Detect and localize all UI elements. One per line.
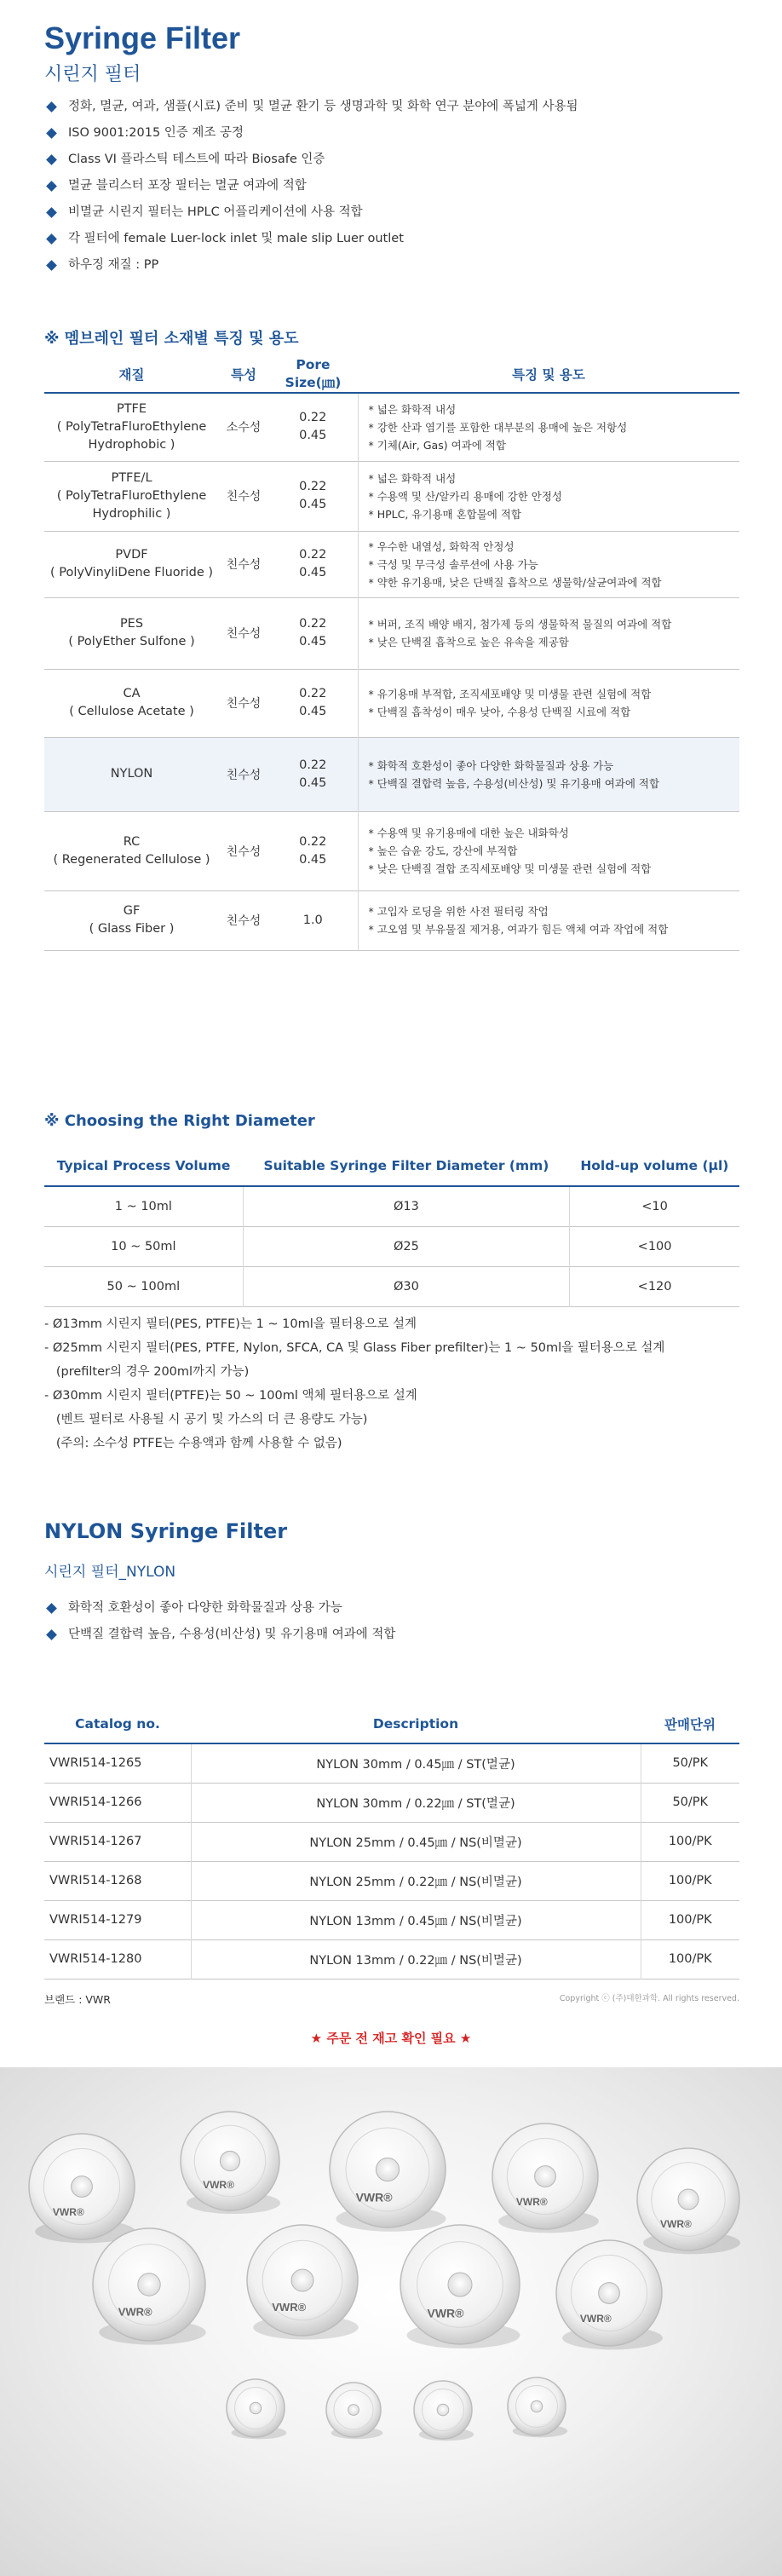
col-features: 특징 및 용도 xyxy=(512,366,585,383)
diameter-cell: Ø30 xyxy=(243,1266,569,1306)
nylon-feature-item xyxy=(44,1595,395,1622)
feature-line: * 버퍼, 조직 배양 배지, 첨가제 등의 생물학적 물질의 여과에 적합 xyxy=(368,618,672,631)
pore-cell xyxy=(268,461,358,531)
property-cell: 친수성 xyxy=(226,490,262,504)
material-line: ( PolyTetraFluroEthylene xyxy=(56,419,207,434)
material-cell xyxy=(44,737,219,811)
catalog-row xyxy=(44,1900,739,1939)
nylon-subtitle: 시린지 필터_NYLON xyxy=(44,1564,176,1581)
property-cell: 친수성 xyxy=(226,558,262,572)
diameter-row xyxy=(44,1186,739,1226)
unit-cell: 100/PK xyxy=(668,1874,712,1887)
filter-disc xyxy=(326,2383,382,2439)
pore-value: 0.45 xyxy=(299,429,327,443)
pore-value: 1.0 xyxy=(302,913,323,927)
pore-value: 0.45 xyxy=(299,852,327,867)
material-line: ( Cellulose Acetate ) xyxy=(69,705,194,718)
vwr-logo-text: VWR® xyxy=(118,2305,152,2319)
brand-label: 브랜드 : VWR xyxy=(44,1993,111,2006)
vwr-logo-text: VWR® xyxy=(515,2196,548,2209)
feature-line: * 넓은 화학적 내성 xyxy=(368,402,457,416)
pore-value: 0.45 xyxy=(299,635,327,648)
material-line: NYLON xyxy=(110,767,153,781)
unit-cell: 100/PK xyxy=(668,1835,712,1848)
features-cell xyxy=(358,669,739,737)
diamond-bullet-icon xyxy=(46,101,57,112)
unit-cell: 50/PK xyxy=(672,1756,709,1771)
diamond-bullet-icon xyxy=(46,260,57,271)
copyright: Copyright ⓒ (주)대한과학. All rights reserved. xyxy=(559,1994,739,2003)
feature-item xyxy=(44,173,578,199)
pore-cell xyxy=(268,890,358,950)
description-cell: NYLON 25mm / 0.45㎛ / NS(비멸균) xyxy=(191,1822,641,1861)
catalog-no-cell: VWRI514-1265 xyxy=(44,1743,191,1783)
feature-line: * 기체(Air, Gas) 여과에 적합 xyxy=(368,438,506,452)
nylon-feature-list xyxy=(44,1595,395,1648)
feature-line: * 넓은 화학적 내성 xyxy=(368,471,457,485)
material-line: PTFE/L xyxy=(111,470,152,485)
feature-line: * 고입자 로딩을 위한 사전 필터링 작업 xyxy=(368,905,549,918)
material-cell xyxy=(44,811,219,890)
pore-value: 0.22 xyxy=(299,617,327,631)
membrane-table xyxy=(44,355,739,951)
diameter-cell: Ø13 xyxy=(243,1186,569,1226)
pore-cell xyxy=(268,531,358,597)
pore-cell xyxy=(268,737,358,811)
material-line: ( Regenerated Cellulose ) xyxy=(53,852,210,867)
bullet-text: 비멸균 시린지 필터는 HPLC 어플리케이션에 사용 적합 xyxy=(68,205,363,219)
pore-value: 0.22 xyxy=(299,758,327,772)
bullet-text: 단백질 결합력 높음, 수용성(비산성) 및 유기용매 여과에 적합 xyxy=(68,1628,396,1641)
catalog-table xyxy=(44,1704,739,1980)
catalog-row xyxy=(44,1939,739,1979)
filter-disc xyxy=(492,2124,599,2233)
diamond-bullet-icon xyxy=(46,1603,57,1614)
feature-item xyxy=(44,252,578,279)
vwr-logo-text: VWR® xyxy=(660,2218,692,2230)
col-material: 재질 xyxy=(118,366,145,383)
material-cell xyxy=(44,461,219,531)
col-unit: 판매단위 xyxy=(664,1716,716,1732)
material-line: RC xyxy=(123,834,141,849)
features-cell xyxy=(358,597,739,669)
feature-line: * 높은 습윤 강도, 강산에 부적합 xyxy=(368,844,518,857)
nylon-feature-item xyxy=(44,1622,395,1648)
feature-line: * 낮은 단백질 흡착으로 높은 유속을 제공함 xyxy=(368,636,569,648)
material-line: Hydrophobic ) xyxy=(88,437,175,452)
pore-value: 0.22 xyxy=(299,834,327,849)
pore-cell xyxy=(268,393,358,461)
pore-value: 0.22 xyxy=(299,548,327,562)
note-line: - Ø13mm 시린지 필터(PES, PTFE)는 1 ~ 10ml을 필터용으로 설계 xyxy=(44,1317,417,1331)
holdup-volume-cell: <100 xyxy=(637,1239,672,1253)
material-line: PES xyxy=(119,617,144,631)
filter-disc xyxy=(330,2112,446,2232)
catalog-no-cell: VWRI514-1268 xyxy=(44,1861,191,1900)
feature-line: * 약한 유기용매, 낮은 단백질 흡착으로 생물학/살균여과에 적합 xyxy=(368,575,662,589)
diameter-notes xyxy=(44,1312,664,1455)
feature-line: * 유기용매 부적합, 조직세포배양 및 미생물 관련 실험에 적합 xyxy=(368,688,652,700)
filter-disc xyxy=(93,2228,206,2345)
diamond-bullet-icon xyxy=(46,207,57,218)
vwr-logo-text: VWR® xyxy=(427,2306,464,2320)
col-filter-diameter: Suitable Syringe Filter Diameter (mm) xyxy=(263,1158,549,1173)
catalog-row xyxy=(44,1783,739,1822)
feature-line: * 극성 및 무극성 솔루션에 사용 가능 xyxy=(368,557,538,571)
catalog-row xyxy=(44,1861,739,1900)
diamond-bullet-icon xyxy=(46,128,57,139)
membrane-row xyxy=(44,737,739,811)
feature-line: * 단백질 흡착성이 매우 낮아, 수용성 단백질 시료에 적합 xyxy=(368,706,631,718)
vwr-logo-text: VWR® xyxy=(579,2313,612,2325)
pore-value: 0.22 xyxy=(299,687,327,700)
material-line: PTFE xyxy=(116,401,147,416)
pore-value: 0.45 xyxy=(299,775,327,790)
features-cell xyxy=(358,393,739,461)
filter-disc xyxy=(247,2225,359,2340)
unit-cell: 100/PK xyxy=(668,1952,712,1966)
property-cell: 친수성 xyxy=(226,697,262,711)
membrane-row xyxy=(44,393,739,461)
feature-item xyxy=(44,147,578,173)
property-cell: 소수성 xyxy=(226,421,262,435)
col-pore-size: Pore Size(㎛) xyxy=(285,356,342,390)
pore-value: 0.22 xyxy=(299,411,327,425)
diamond-bullet-icon xyxy=(46,1629,57,1640)
features-cell xyxy=(358,737,739,811)
feature-item xyxy=(44,226,578,252)
description-cell: NYLON 13mm / 0.22㎛ / NS(비멸균) xyxy=(191,1939,641,1979)
membrane-row xyxy=(44,890,739,950)
product-photo xyxy=(0,2067,782,2576)
material-cell xyxy=(44,669,219,737)
material-line: Hydrophilic ) xyxy=(92,506,171,521)
filter-disc xyxy=(414,2381,474,2441)
diameter-row xyxy=(44,1226,739,1266)
nylon-title: NYLON Syringe Filter xyxy=(44,1519,288,1543)
membrane-row xyxy=(44,669,739,737)
note-line: - Ø30mm 시린지 필터(PTFE)는 50 ~ 100ml 액체 필터용으로 설계 xyxy=(44,1389,417,1403)
property-cell: 친수성 xyxy=(226,914,262,928)
diameter-cell: Ø25 xyxy=(243,1226,569,1266)
note-line: (주의: 소수성 PTFE는 수용액과 함께 사용할 수 없음) xyxy=(44,1437,342,1450)
page-subtitle: 시린지 필터 xyxy=(44,64,141,85)
catalog-no-cell: VWRI514-1267 xyxy=(44,1822,191,1861)
holdup-volume-cell: <10 xyxy=(641,1199,668,1213)
description-cell: NYLON 30mm / 0.45㎛ / ST(멸균) xyxy=(191,1743,641,1783)
material-cell xyxy=(44,531,219,597)
feature-line: * 우수한 내열성, 화학적 안정성 xyxy=(368,539,515,553)
stock-notice: ★ 주문 전 재고 확인 필요 ★ xyxy=(310,2031,472,2046)
unit-cell: 100/PK xyxy=(668,1913,712,1927)
feature-list xyxy=(44,94,578,279)
syringe-filters-image xyxy=(0,2067,782,2576)
vwr-logo-text: VWR® xyxy=(203,2178,234,2191)
feature-item xyxy=(44,199,578,226)
diamond-bullet-icon xyxy=(46,181,57,192)
material-cell xyxy=(44,393,219,461)
bullet-text: 하우징 재질 : PP xyxy=(68,258,159,272)
bullet-text: 화학적 호환성이 좋아 다양한 화학물질과 상용 가능 xyxy=(68,1601,342,1615)
holdup-volume-cell: <120 xyxy=(637,1279,672,1294)
pore-value: 0.45 xyxy=(299,566,327,579)
features-cell xyxy=(358,461,739,531)
feature-line: * HPLC, 유기용매 혼합물에 적합 xyxy=(368,507,521,521)
col-process-volume: Typical Process Volume xyxy=(56,1158,231,1173)
material-line: ( PolyTetraFluroEthylene xyxy=(56,488,207,503)
note-line: (벤트 필터로 사용될 시 공기 및 가스의 더 큰 용량도 가능) xyxy=(44,1413,368,1426)
filter-disc xyxy=(29,2134,135,2243)
unit-cell: 50/PK xyxy=(672,1795,709,1809)
col-property: 특성 xyxy=(231,366,256,383)
catalog-row xyxy=(44,1743,739,1783)
process-volume-cell: 1 ~ 10ml xyxy=(114,1199,172,1213)
process-volume-cell: 10 ~ 50ml xyxy=(111,1239,176,1253)
process-volume-cell: 50 ~ 100ml xyxy=(106,1279,181,1294)
membrane-row xyxy=(44,531,739,597)
filter-disc xyxy=(556,2240,663,2349)
description-cell: NYLON 13mm / 0.45㎛ / NS(비멸균) xyxy=(191,1900,641,1939)
diameter-table xyxy=(44,1146,739,1307)
pore-cell xyxy=(268,669,358,737)
catalog-no-cell: VWRI514-1279 xyxy=(44,1900,191,1939)
catalog-no-cell: VWRI514-1266 xyxy=(44,1783,191,1822)
feature-line: * 수용액 및 산/알카리 용매에 강한 안정성 xyxy=(368,489,563,503)
note-line: (prefilter의 경우 200ml까지 가능) xyxy=(44,1365,250,1379)
membrane-row xyxy=(44,597,739,669)
diamond-bullet-icon xyxy=(46,154,57,165)
filter-disc xyxy=(400,2225,520,2348)
pore-cell xyxy=(268,811,358,890)
material-line: PVDF xyxy=(115,548,148,562)
bullet-text: 정화, 멸균, 여과, 샘플(시료) 준비 및 멸균 환기 등 생명과학 및 화학 연구 분야에 폭넓게 사용됨 xyxy=(68,100,578,113)
filter-disc xyxy=(637,2148,740,2254)
material-line: ( Glass Fiber ) xyxy=(89,922,175,936)
page-title: Syringe Filter xyxy=(44,20,241,55)
vwr-logo-text: VWR® xyxy=(355,2190,393,2204)
material-line: ( PolyVinyliDene Fluoride ) xyxy=(49,566,214,579)
property-cell: 친수성 xyxy=(226,627,262,641)
col-holdup-volume: Hold-up volume (μl) xyxy=(580,1158,729,1173)
col-description: Description xyxy=(372,1715,459,1732)
property-cell: 친수성 xyxy=(226,768,262,782)
features-cell xyxy=(358,531,739,597)
features-cell xyxy=(358,811,739,890)
feature-item xyxy=(44,94,578,120)
feature-line: * 고오염 및 부유물질 제거용, 여과가 힘든 액체 여과 작업에 적합 xyxy=(368,923,669,936)
pore-value: 0.22 xyxy=(299,480,327,493)
feature-line: * 낮은 단백질 결합 조직세포배양 및 미생물 관련 실험에 적합 xyxy=(368,862,652,875)
filter-disc xyxy=(181,2112,280,2214)
col-catalog-no: Catalog no. xyxy=(75,1715,160,1732)
filter-disc xyxy=(508,2377,567,2437)
material-line: ( PolyEther Sulfone ) xyxy=(68,635,195,648)
feature-line: * 단백질 결합력 높음, 수용성(비산성) 및 유기용매 여과에 적합 xyxy=(368,776,660,790)
vwr-logo-text: VWR® xyxy=(272,2300,307,2314)
features-cell xyxy=(358,890,739,950)
description-cell: NYLON 30mm / 0.22㎛ / ST(멸균) xyxy=(191,1783,641,1822)
note-line: - Ø25mm 시린지 필터(PES, PTFE, Nylon, SFCA, CA 및 Glass Fiber prefilter)는 1 ~ 50ml을 필터용으로 설계 xyxy=(44,1341,665,1355)
material-cell xyxy=(44,597,219,669)
pore-value: 0.45 xyxy=(299,498,327,511)
bullet-text: 각 필터에 female Luer-lock inlet 및 male slip Luer outlet xyxy=(68,232,404,245)
membrane-row xyxy=(44,811,739,890)
bullet-text: Class VI 플라스틱 테스트에 따라 Biosafe 인증 xyxy=(68,153,325,166)
catalog-no-cell: VWRI514-1280 xyxy=(44,1939,191,1979)
feature-line: * 화학적 호환성이 좋아 다양한 화학물질과 상용 가능 xyxy=(368,758,614,772)
material-cell xyxy=(44,890,219,950)
feature-line: * 강한 산과 염기를 포함한 대부분의 용매에 높은 저항성 xyxy=(368,420,628,434)
vwr-logo-text: VWR® xyxy=(52,2206,84,2219)
pore-value: 0.45 xyxy=(299,705,327,718)
filter-disc xyxy=(227,2379,286,2439)
diameter-row xyxy=(44,1266,739,1306)
feature-item xyxy=(44,120,578,147)
membrane-section-heading: ※ 멤브레인 필터 소재별 특징 및 용도 xyxy=(44,330,299,348)
material-line: GF xyxy=(123,904,141,918)
diameter-section-heading: ※ Choosing the Right Diameter xyxy=(44,1112,315,1130)
pore-cell xyxy=(268,597,358,669)
property-cell: 친수성 xyxy=(226,844,262,859)
diamond-bullet-icon xyxy=(46,233,57,245)
feature-line: * 수용액 및 유기용매에 대한 높은 내화학성 xyxy=(368,827,569,839)
bullet-text: ISO 9001:2015 인증 제조 공정 xyxy=(68,126,244,140)
material-line: CA xyxy=(123,687,141,700)
catalog-row xyxy=(44,1822,739,1861)
membrane-row xyxy=(44,461,739,531)
bullet-text: 멸균 블리스터 포장 필터는 멸균 여과에 적합 xyxy=(68,179,307,193)
description-cell: NYLON 25mm / 0.22㎛ / NS(비멸균) xyxy=(191,1861,641,1900)
